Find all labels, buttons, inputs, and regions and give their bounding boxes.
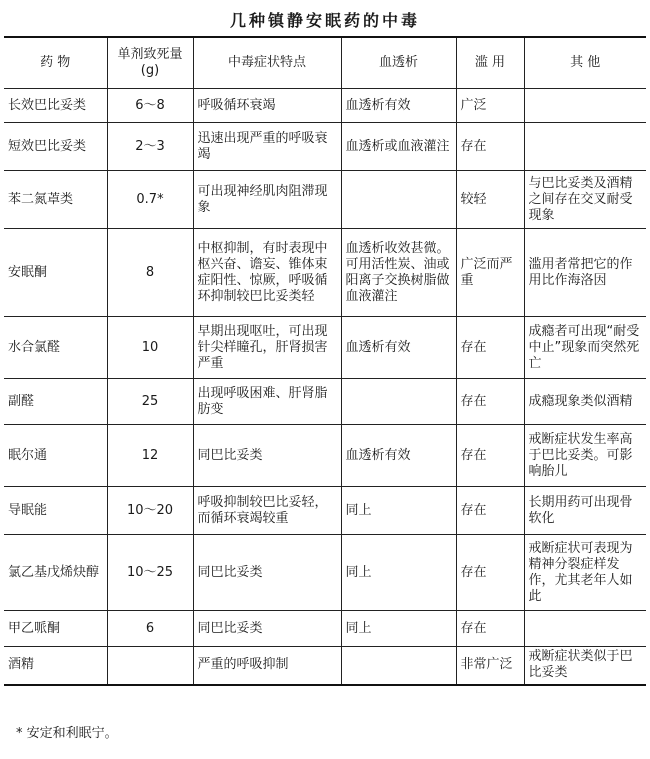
- cell-dialysis: 血透析有效: [341, 317, 456, 379]
- cell-other: 成瘾现象类似酒精: [524, 379, 646, 425]
- cell-symptoms: 中枢抑制，有时表现中枢兴奋、谵妄、锥体束症阳性、惊厥，呼吸循环抑制较巴比妥类轻: [193, 229, 341, 317]
- table-row: [4, 379, 646, 425]
- header-dialysis: 血透析: [341, 37, 456, 89]
- cell-lethal-dose: 10: [107, 317, 193, 379]
- header-lethal-dose: 单剂致死量 (g): [107, 37, 193, 89]
- cell-lethal-dose: 8: [107, 229, 193, 317]
- table-row: [4, 611, 646, 647]
- table-row: [4, 317, 646, 379]
- cell-dialysis: 同上: [341, 611, 456, 647]
- cell-symptoms: 可出现神经肌肉阻滞现象: [193, 171, 341, 229]
- cell-dialysis: 同上: [341, 535, 456, 611]
- cell-dialysis: [341, 379, 456, 425]
- cell-lethal-dose: 0.7*: [107, 171, 193, 229]
- cell-lethal-dose: 6: [107, 611, 193, 647]
- cell-other: [524, 89, 646, 123]
- cell-drug: 水合氯醛: [4, 317, 107, 379]
- cell-abuse: 广泛: [456, 89, 524, 123]
- table-row: [4, 425, 646, 487]
- cell-other: 长期用药可出现骨软化: [524, 487, 646, 535]
- header-drug: 药 物: [4, 37, 107, 89]
- cell-symptoms: 出现呼吸困难、肝肾脂肪变: [193, 379, 341, 425]
- cell-symptoms: 同巴比妥类: [193, 611, 341, 647]
- cell-symptoms: 迅速出现严重的呼吸衰竭: [193, 123, 341, 171]
- cell-drug: 氯乙基戊烯炔醇: [4, 535, 107, 611]
- cell-dialysis: [341, 171, 456, 229]
- cell-drug: 甲乙哌酮: [4, 611, 107, 647]
- cell-abuse: 较轻: [456, 171, 524, 229]
- cell-other: 戒断症状可表现为精神分裂症样发作，尤其老年人如此: [524, 535, 646, 611]
- cell-abuse: 存在: [456, 535, 524, 611]
- cell-dialysis: [341, 647, 456, 685]
- cell-drug: 眠尔通: [4, 425, 107, 487]
- cell-symptoms: 同巴比妥类: [193, 535, 341, 611]
- table-row: [4, 487, 646, 535]
- cell-other: 戒断症状发生率高于巴比妥类。可影响胎儿: [524, 425, 646, 487]
- cell-symptoms: 早期出现呕吐，可出现针尖样瞳孔，肝肾损害严重: [193, 317, 341, 379]
- cell-abuse: 非常广泛: [456, 647, 524, 685]
- header-symptoms: 中毒症状特点: [193, 37, 341, 89]
- cell-lethal-dose: [107, 647, 193, 685]
- table-row: [4, 535, 646, 611]
- header-row: [4, 37, 646, 89]
- cell-symptoms: 呼吸循环衰竭: [193, 89, 341, 123]
- table-row: [4, 123, 646, 171]
- cell-other: 戒断症状类似于巴比妥类: [524, 647, 646, 685]
- cell-abuse: 存在: [456, 317, 524, 379]
- cell-drug: 苯二氮䓬类: [4, 171, 107, 229]
- cell-symptoms: 呼吸抑制较巴比妥轻，而循环衰竭较重: [193, 487, 341, 535]
- cell-other: 成瘾者可出现“耐受中止”现象而突然死亡: [524, 317, 646, 379]
- table-row: [4, 171, 646, 229]
- cell-abuse: 存在: [456, 379, 524, 425]
- table-row: [4, 647, 646, 685]
- cell-lethal-dose: 2～3: [107, 123, 193, 171]
- cell-other: 滥用者常把它的作用比作海洛因: [524, 229, 646, 317]
- cell-dialysis: 血透析或血液灌注: [341, 123, 456, 171]
- table-row: [4, 229, 646, 317]
- cell-abuse: 存在: [456, 425, 524, 487]
- footnote: * 安定和利眠宁。: [16, 726, 118, 741]
- cell-symptoms: 严重的呼吸抑制: [193, 647, 341, 685]
- cell-abuse: 存在: [456, 123, 524, 171]
- cell-drug: 长效巴比妥类: [4, 89, 107, 123]
- cell-drug: 酒精: [4, 647, 107, 685]
- cell-drug: 副醛: [4, 379, 107, 425]
- table-row: [4, 89, 646, 123]
- cell-lethal-dose: 6～8: [107, 89, 193, 123]
- cell-lethal-dose: 25: [107, 379, 193, 425]
- cell-other: 与巴比妥类及酒精之间存在交叉耐受现象: [524, 171, 646, 229]
- header-other: 其 他: [524, 37, 646, 89]
- header-abuse: 滥 用: [456, 37, 524, 89]
- cell-lethal-dose: 10～25: [107, 535, 193, 611]
- cell-lethal-dose: 10～20: [107, 487, 193, 535]
- cell-dialysis: 血透析收效甚微。可用活性炭、油或阳离子交换树脂做血液灌注: [341, 229, 456, 317]
- cell-dialysis: 血透析有效: [341, 89, 456, 123]
- cell-dialysis: 血透析有效: [341, 425, 456, 487]
- cell-drug: 安眠酮: [4, 229, 107, 317]
- cell-drug: 导眠能: [4, 487, 107, 535]
- cell-other: [524, 123, 646, 171]
- poisoning-table: [4, 36, 646, 686]
- cell-lethal-dose: 12: [107, 425, 193, 487]
- cell-abuse: 广泛而严重: [456, 229, 524, 317]
- cell-abuse: 存在: [456, 611, 524, 647]
- cell-dialysis: 同上: [341, 487, 456, 535]
- cell-other: [524, 611, 646, 647]
- cell-drug: 短效巴比妥类: [4, 123, 107, 171]
- cell-symptoms: 同巴比妥类: [193, 425, 341, 487]
- table-title: 几种镇静安眠药的中毒: [229, 11, 420, 30]
- cell-abuse: 存在: [456, 487, 524, 535]
